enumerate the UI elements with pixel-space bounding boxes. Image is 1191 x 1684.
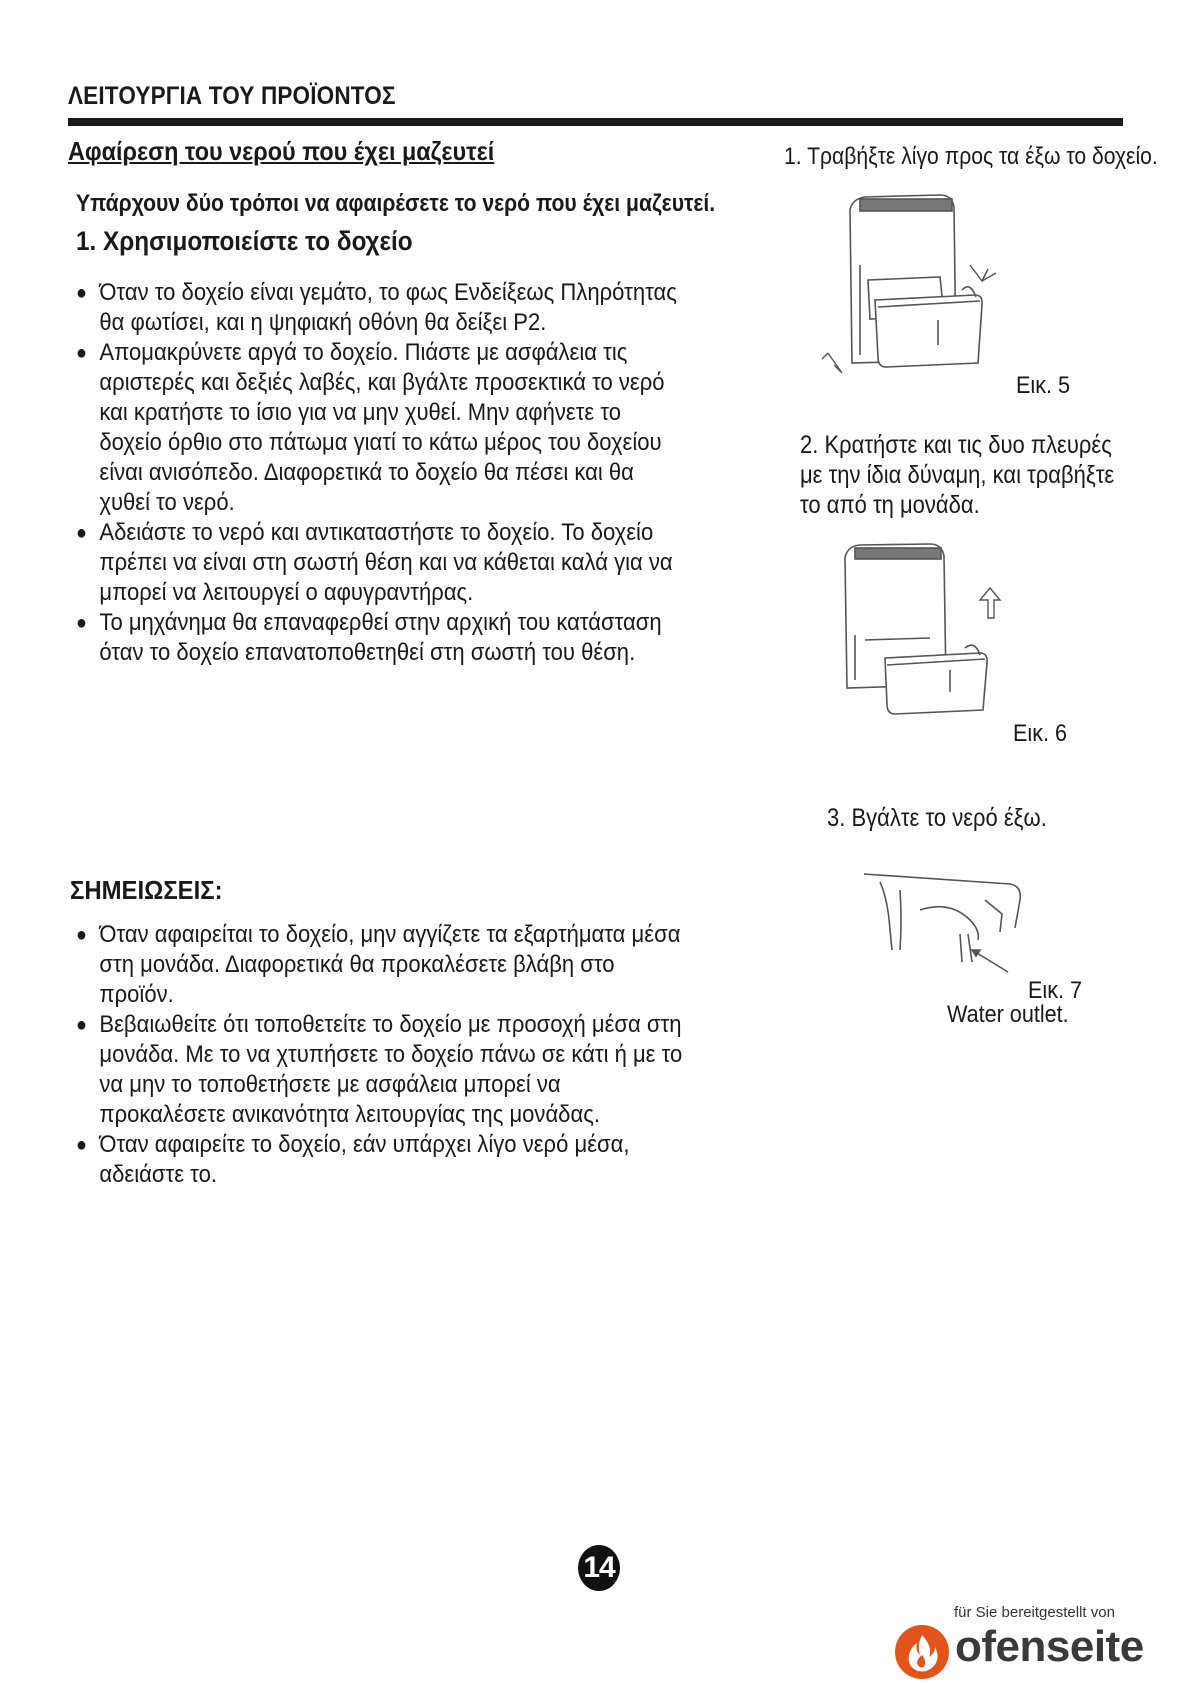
section-header-title: ΛΕΙΤΟΥΡΓΙΑ ΤΟΥ ΠΡΟΪΟΝΤΟΣ	[68, 82, 396, 110]
notes-title: ΣΗΜΕΙΩΣΕΙΣ:	[70, 875, 223, 905]
figure-5-dehumidifier-illustration	[820, 185, 1020, 395]
provided-by-text: für Sie bereitgestellt von	[954, 1604, 1115, 1621]
list-item: ● Όταν αφαιρείται το δοχείο, μην αγγίζετε τα εξαρτήματα μέσα στη μονάδα. Διαφορετικά θα προκαλέσετε βλάβη στο προϊόν.	[76, 920, 688, 1010]
step-3-caption: 3. Βγάλτε το νερό έξω.	[827, 804, 1047, 832]
figure-5-caption: Εικ. 5	[1016, 372, 1071, 399]
figure-6-caption: Εικ. 6	[1013, 720, 1068, 747]
method-heading: 1. Χρησιμοποιείστε το δοχείο	[76, 226, 413, 256]
instruction-list	[76, 278, 688, 668]
header-rule	[68, 118, 1123, 126]
brand-logo-text: ofenseite	[955, 1622, 1144, 1671]
list-item: ● Όταν το δοχείο είναι γεμάτο, το φως Ενδείξεως Πληρότητας θα φωτίσει, και η ψηφιακή οθόνη θα δείξει P2.	[76, 278, 688, 338]
list-item: ● Όταν αφαιρείτε το δοχείο, εάν υπάρχει λίγο νερό μέσα, αδειάστε το.	[76, 1130, 688, 1190]
list-item: ● Το μηχάνημα θα επαναφερθεί στην αρχική του κατάσταση όταν το δοχείο επανατοποθετηθεί στη σωστή του θέση.	[76, 608, 688, 668]
notes-list	[76, 920, 688, 1190]
step-1-caption: 1. Τραβήξτε λίγο προς τα έξω το δοχείο.	[784, 143, 1158, 170]
flame-logo-icon	[893, 1623, 951, 1681]
figure-6-dehumidifier-illustration	[830, 540, 1030, 720]
list-item: ● Απομακρύνετε αργά το δοχείο. Πιάστε με ασφάλεια τις αριστερές και δεξιές λαβές, και βγάλτε προσεκτικά το νερό και κρατήστε το ίσιο για να μην χυθεί. Μην αφήνετε το δοχείο όρθιο στο πάτωμα γιατί το κάτω μέρος του δοχείου είναι ανισόπεδο. Διαφορετικά το δοχείο θα πέσει και θα χυθεί το νερό.	[76, 338, 688, 518]
water-outlet-label: Water outlet.	[947, 1001, 1069, 1028]
page-title: Αφαίρεση του νερού που έχει μαζευτεί	[68, 136, 495, 166]
page-number: 14	[578, 1545, 620, 1591]
list-item: ● Βεβαιωθείτε ότι τοποθετείτε το δοχείο με προσοχή μέσα στη μονάδα. Με το να χτυπήσετε το δοχείο πάνω σε κάτι ή με το να μην το τοποθετήσετε με ασφάλεια μπορεί να προκαλέσετε ανικανότητα λειτουργίας της μονάδας.	[76, 1010, 688, 1130]
intro-text: Υπάρχουν δύο τρόποι να αφαιρέσετε το νερό που έχει μαζευτεί.	[76, 190, 716, 217]
list-item: ● Αδειάστε το νερό και αντικαταστήστε το δοχείο. Το δοχείο πρέπει να είναι στη σωστή θέση και να κάθεται καλά για να μπορεί να λειτουργεί ο αφυγραντήρας.	[76, 518, 688, 608]
figure-7-water-outlet-illustration	[860, 870, 1030, 980]
step-2-caption: 2. Κρατήστε και τις δυο πλευρές με την ίδια δύναμη, και τραβήξτε το από τη μονάδα.	[800, 431, 1115, 519]
figure-7-caption: Εικ. 7	[1028, 977, 1083, 1004]
